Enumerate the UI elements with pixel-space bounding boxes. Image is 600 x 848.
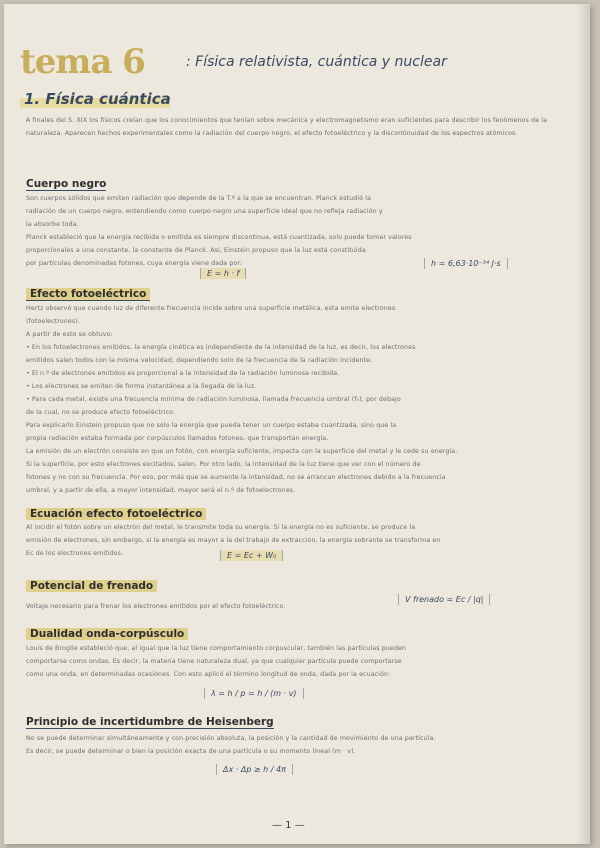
line: Voltaje necesario para frenar los electrones emitidos por el efecto fotoeléctrico. — [26, 603, 286, 610]
line: • El n.º de electrones emitidos es proporcional a la intensidad de la radiación luminosa recibida. — [26, 370, 340, 377]
line: fotones y no con su frecuencia. Por eso, por más que se aumente la intensidad, no se arrancan electrones debido a la frecuencia — [26, 474, 446, 481]
notebook-page — [4, 4, 590, 844]
line: radiación de un cuerpo negro, entendiendo como cuerpo negro una superficie ideal que no refleja radiación y — [26, 208, 383, 215]
line: comportarse como ondas. Es decir, la materia tiene naturaleza dual, ya que cualquier partícula puede comportarse — [26, 658, 402, 665]
line: propia radiación estaba formada por corpúsculos llamados fotones, que transportan energía. — [26, 435, 329, 442]
page-number: — 1 — — [272, 820, 305, 831]
line: Para explicarlo Einstein propuso que no solo la energía que pueda tener un cuerpo estaba cuantizada, sino que la — [26, 422, 397, 429]
line: emisión de electrones, sin embargo, si la energía es mayor a la del trabajo de extracción, la energía sobrante se transforma en — [26, 537, 441, 544]
line: Si la superficie, por esto electrones excitados, salen. Por otro lado, la intensidad de la luz tiene que ver con el número de — [26, 461, 421, 468]
title-row — [16, 42, 576, 82]
heading-efecto-fotoelectrico: Efecto fotoeléctrico — [26, 288, 150, 300]
formula-potencial-frenado: V frenado = Ec / |q| — [398, 594, 490, 605]
line: Planck estableció que la energía recibida o emitida es siempre discontinua, está cuantizada, solo puede tomar valores — [26, 234, 412, 241]
intro-paragraph: A finales del S. XIX los físicos creían que los conocimientos que tenían sobre mecánica y electromagnetismo eran suficientes para describir los fenómenos de la naturaleza. Aparecen hechos experimentales como la radiación del cuerpo negro, el efecto fotoeléctrico y la discontinuidad de los espectros atómicos. — [26, 117, 548, 137]
heading-heisenberg: Principio de incertidumbre de Heisenberg — [26, 716, 274, 728]
line: Al incidir el fotón sobre un electrón del metal, le transmite toda su energía. Si la energía no es suficiente, se produce la — [26, 524, 416, 531]
line: como una onda, en determinadas ocasiones. Con esto aplicó el término longitud de onda, dada por la ecuación: — [26, 671, 391, 678]
line: la absorbe toda. — [26, 221, 79, 228]
tema-subtitle: : Física relativista, cuántica y nuclear — [186, 54, 447, 70]
tema-title: tema 6 — [20, 42, 145, 82]
line: umbral, y a partir de ella, a mayor intensidad, mayor será el n.º de fotoelectrones. — [26, 487, 296, 494]
line: La emisión de un electrón consiste en que un fotón, con energía suficiente, impacta con la superficie del metal y le cede su energía. — [26, 448, 458, 455]
formula-planck-constant: h = 6,63·10⁻³⁴ J·s — [424, 258, 508, 269]
formula-de-broglie: λ = h / p = h / (m · v) — [204, 688, 304, 699]
line: proporcionales a una constante, la constante de Planck. Así, Einstein propuso que la luz está constituida — [26, 247, 366, 254]
line: Son cuerpos sólidos que emiten radiación que depende de la T.ª a la que se encuentran. Planck estudió la — [26, 195, 372, 202]
line: • En los fotoelectrones emitidos, la energía cinética es independiente de la intensidad de la luz, es decir, los electrones — [26, 344, 416, 351]
formula-heisenberg: Δx · Δp ≥ h / 4π — [216, 764, 293, 775]
efecto-fotoelectrico-text — [26, 302, 556, 497]
formula-fotoelectrico: E = Ec + W₀ — [220, 550, 283, 561]
line: (fotoelectrones). — [26, 318, 80, 325]
line: por partículas denominadas fotones, cuya energía viene dada por: — [26, 260, 243, 267]
section-title: 1. Física cuántica — [24, 90, 171, 108]
heading-cuerpo-negro: Cuerpo negro — [26, 178, 107, 190]
line: A partir de esto se obtuvo: — [26, 331, 113, 338]
line: Es decir, se puede determinar o bien la posición exacta de una partícula o su momento lineal (m · v). — [26, 748, 356, 755]
heading-ecuacion-fotoelectrico: Ecuación efecto fotoeléctrico — [26, 508, 206, 520]
line: No se puede determinar simultáneamente y con precisión absoluta, la posición y la cantidad de movimiento de una partícula. — [26, 735, 436, 742]
line: • Los electrones se emiten de forma instantánea a la llegada de la luz. — [26, 383, 257, 390]
heading-dualidad: Dualidad onda-corpúsculo — [26, 628, 188, 640]
line: emitidos salen todos con la misma velocidad, dependiendo solo de la frecuencia de la radiación incidente. — [26, 357, 373, 364]
heisenberg-text — [26, 732, 556, 758]
dualidad-text — [26, 642, 556, 681]
heading-potencial-frenado: Potencial de frenado — [26, 580, 157, 592]
line: • Para cada metal, existe una frecuencia mínima de radiación luminosa, llamada frecuencia umbral (f₀), por debajo — [26, 396, 401, 403]
page-edge-shadow — [576, 4, 590, 844]
line: de la cual, no se produce efecto fotoeléctrico. — [26, 409, 175, 416]
line: Ec de los electrones emitidos. — [26, 550, 124, 557]
formula-planck: E = h · f — [200, 268, 246, 279]
line: Louis de Broglie estableció que, al igual que la luz tiene comportamiento corpuscular, también las partículas pueden — [26, 645, 407, 652]
line: Hertz observó que cuando luz de diferente frecuencia incide sobre una superficie metálica, esta emite electrones — [26, 305, 396, 312]
ecuacion-fotoelectrico-text — [26, 521, 556, 560]
